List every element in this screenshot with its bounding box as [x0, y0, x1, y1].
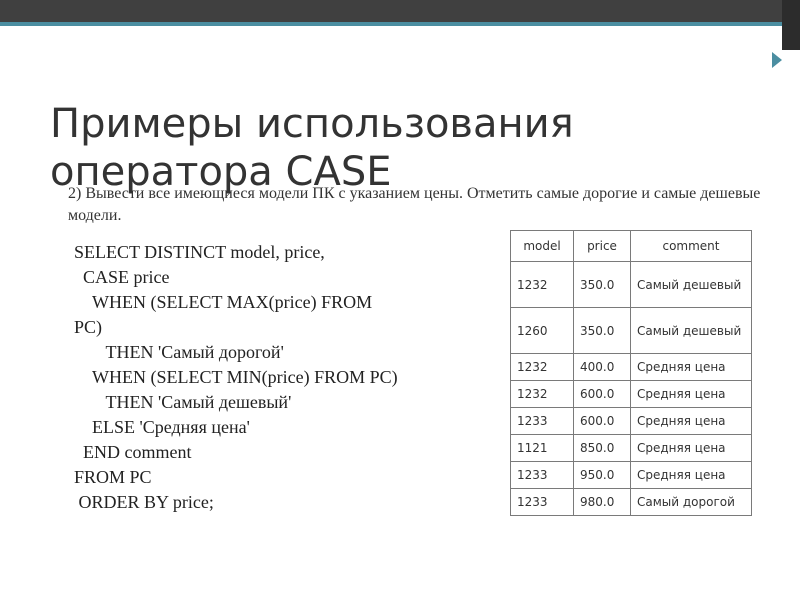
sql-code-block: [74, 240, 494, 515]
table-row: [511, 308, 752, 354]
column-header-model: model: [511, 231, 574, 262]
cell-comment: Средняя цена: [631, 462, 752, 489]
cell-comment: Самый дешевый: [631, 262, 752, 308]
table-row: [511, 381, 752, 408]
code-line: WHEN (SELECT MIN(price) FROM PC): [74, 367, 398, 387]
code-line: FROM PC: [74, 467, 152, 487]
table-row: [511, 435, 752, 462]
slide-title: Примеры использования оператора CASE: [50, 101, 574, 195]
cell-comment: Самый дорогой: [631, 489, 752, 516]
cell-price: 950.0: [574, 462, 631, 489]
cell-model: 1232: [511, 262, 574, 308]
cell-model: 1233: [511, 462, 574, 489]
cell-price: 350.0: [574, 308, 631, 354]
code-line: THEN 'Самый дорогой': [74, 342, 284, 362]
code-line: SELECT DISTINCT model, price,: [74, 242, 325, 262]
result-table: [510, 230, 752, 516]
cell-comment: Средняя цена: [631, 435, 752, 462]
code-line: THEN 'Самый дешевый': [74, 392, 292, 412]
cell-price: 600.0: [574, 381, 631, 408]
cell-model: 1232: [511, 354, 574, 381]
top-accent-line: [0, 22, 800, 26]
cell-model: 1232: [511, 381, 574, 408]
cell-comment: Самый дешевый: [631, 308, 752, 354]
triangle-right-icon: [772, 52, 782, 68]
cell-comment: Средняя цена: [631, 381, 752, 408]
table-row: [511, 408, 752, 435]
cell-model: 1260: [511, 308, 574, 354]
cell-price: 980.0: [574, 489, 631, 516]
cell-model: 1233: [511, 408, 574, 435]
code-line: ORDER BY price;: [74, 492, 214, 512]
cell-model: 1121: [511, 435, 574, 462]
table-row: [511, 489, 752, 516]
code-line: END comment: [74, 442, 192, 462]
cell-comment: Средняя цена: [631, 354, 752, 381]
code-line: PC): [74, 317, 103, 337]
table-row: [511, 262, 752, 308]
cell-price: 400.0: [574, 354, 631, 381]
table-header-row: [511, 231, 752, 262]
cell-price: 600.0: [574, 408, 631, 435]
code-line: CASE price: [74, 267, 170, 287]
table-row: [511, 462, 752, 489]
slide-subtitle: 2) Вывести все имеющиеся модели ПК с указанием цены. Отметить самые дорогие и самые дешевые модели.: [68, 185, 765, 224]
cell-price: 350.0: [574, 262, 631, 308]
cell-model: 1233: [511, 489, 574, 516]
column-header-price: price: [574, 231, 631, 262]
cell-comment: Средняя цена: [631, 408, 752, 435]
column-header-comment: comment: [631, 231, 752, 262]
cell-price: 850.0: [574, 435, 631, 462]
top-header-bar: [0, 0, 800, 22]
code-line: ELSE 'Средняя цена': [74, 417, 250, 437]
code-line: WHEN (SELECT MAX(price) FROM: [74, 292, 373, 312]
table-row: [511, 354, 752, 381]
top-right-corner-bar: [782, 0, 800, 50]
